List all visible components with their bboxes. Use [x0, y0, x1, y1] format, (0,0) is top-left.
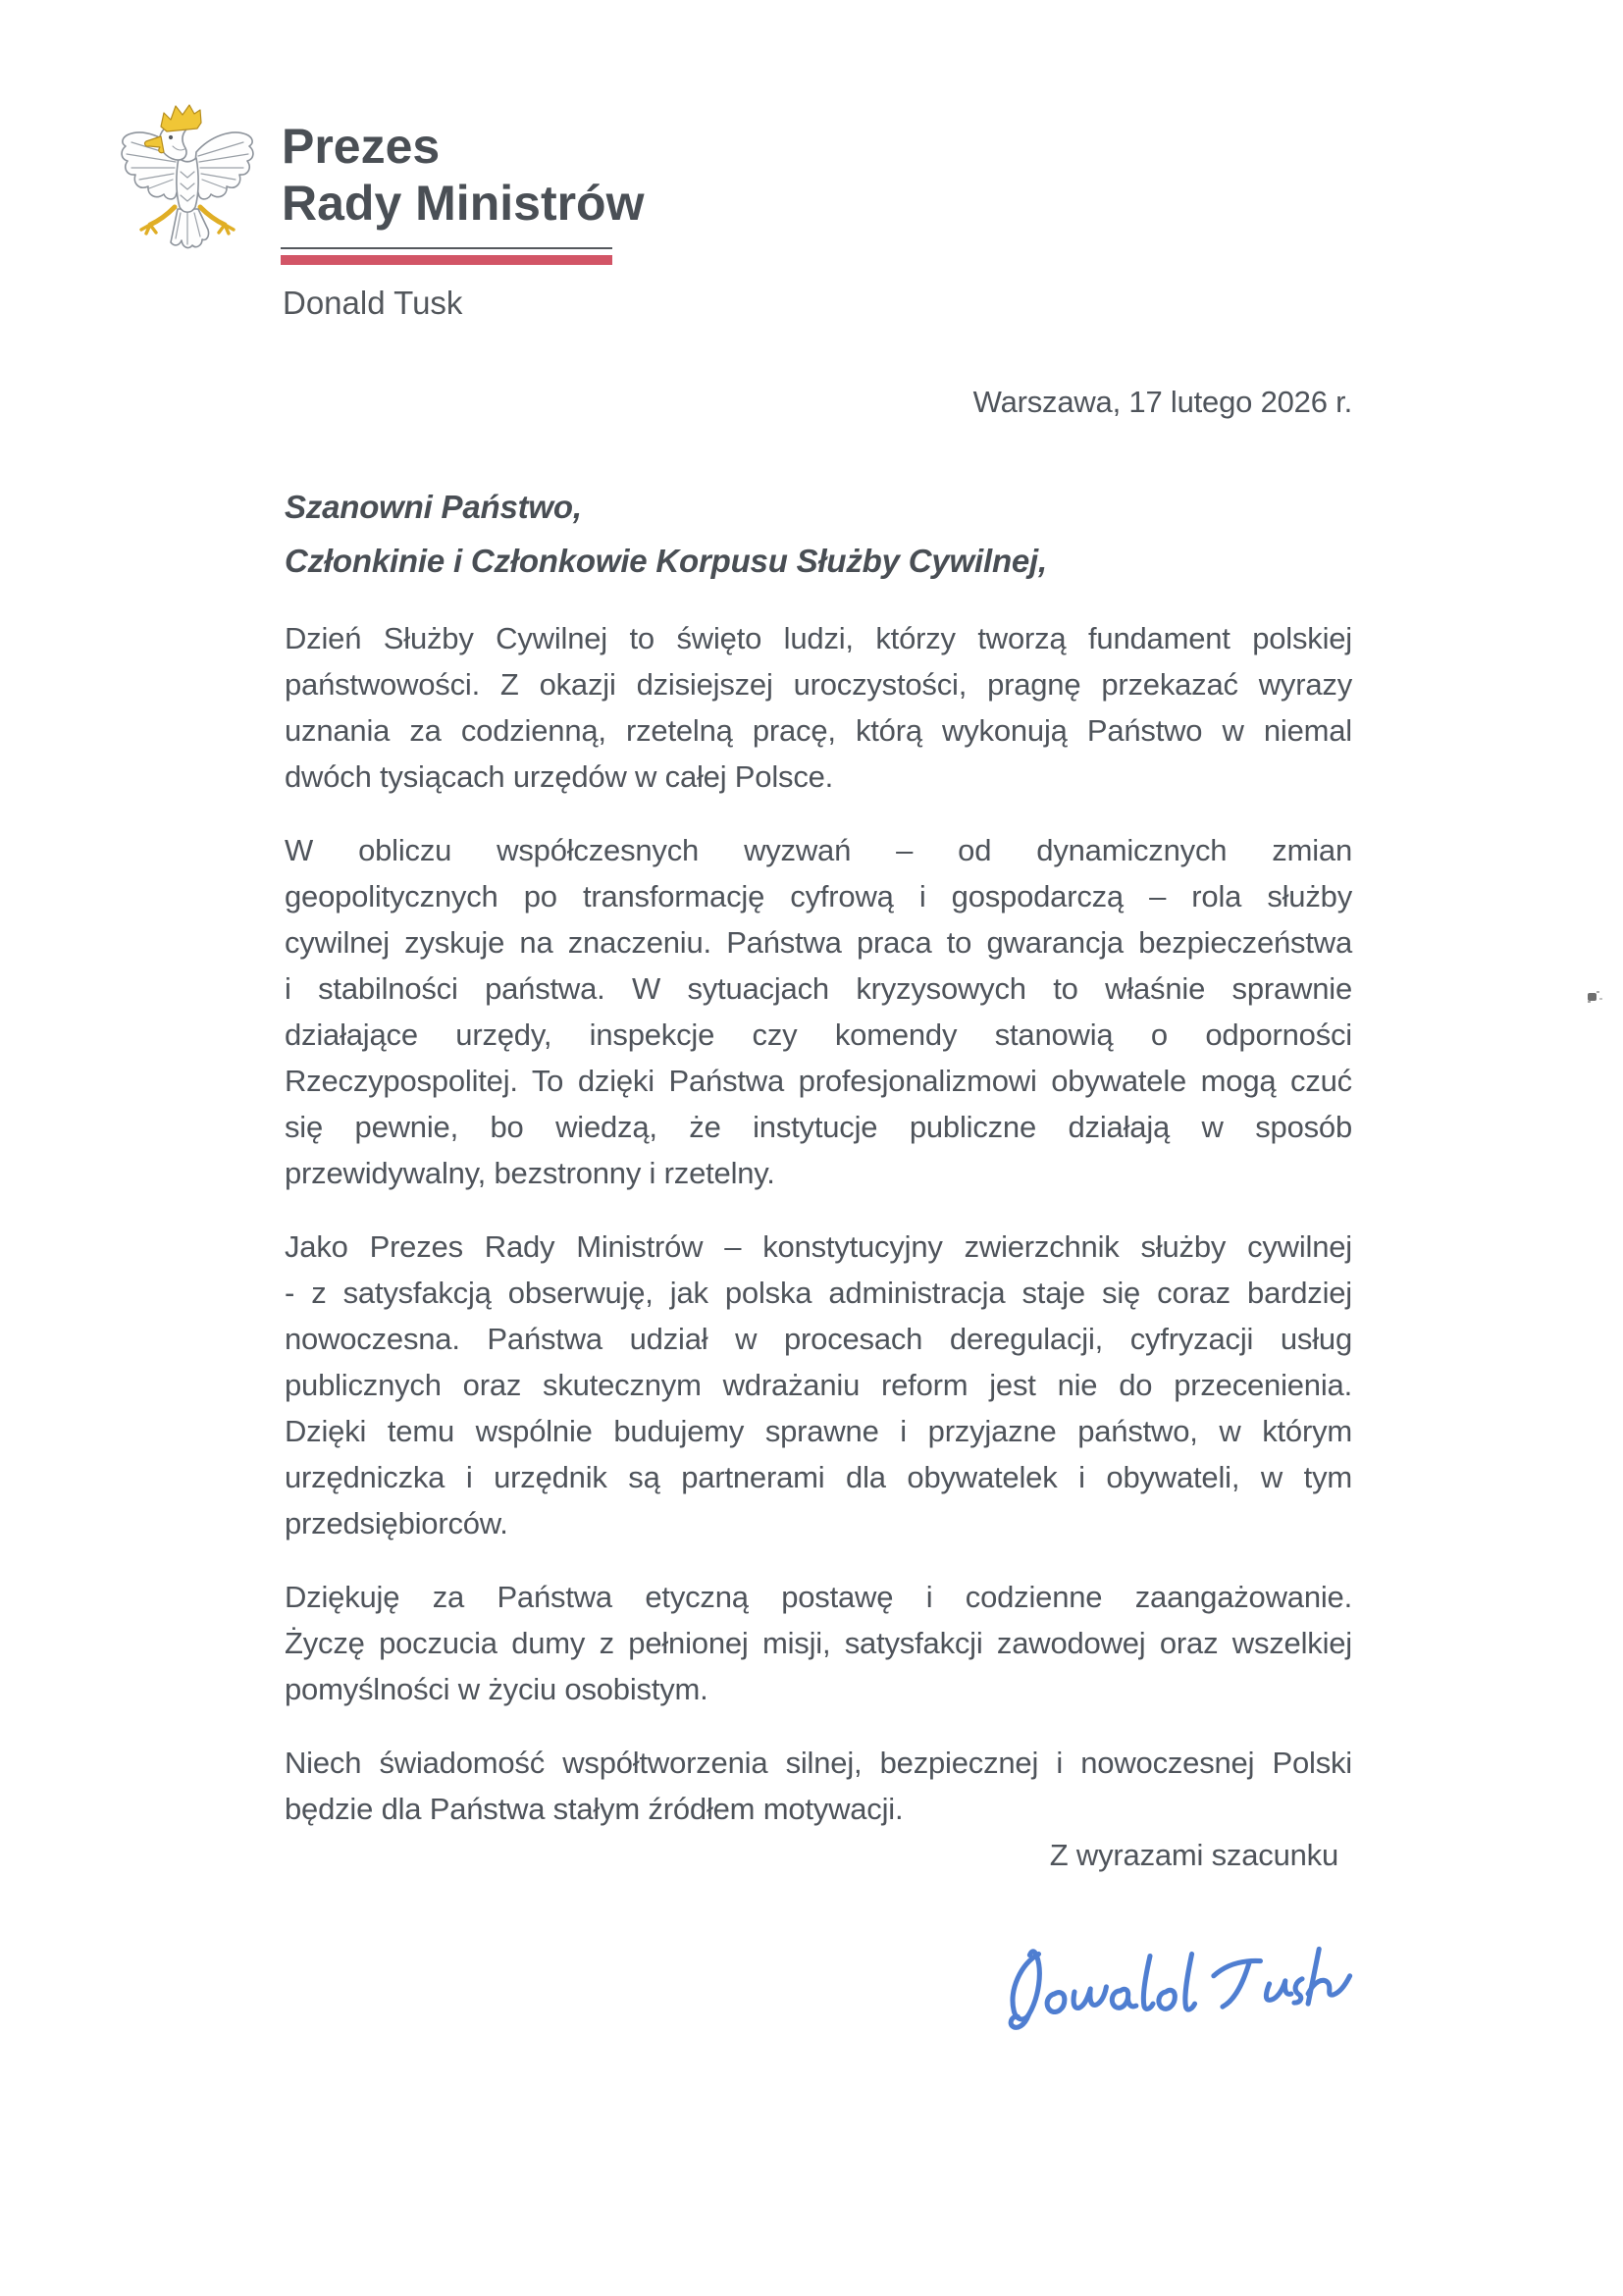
- letter-line: uznania za codzienną, rzetelną pracę, którą wykonują Państwo w niemal: [285, 713, 1352, 748]
- letter-line: Dziękuję za Państwa etyczną postawę i codzienne zaangażowanie.: [285, 1580, 1352, 1614]
- letter-body: [285, 379, 1352, 1878]
- salutation-line2: Członkinie i Członkowie Korpusu Służby Cywilnej,: [285, 543, 1047, 579]
- letter-line: - z satysfakcją obserwuję, jak polska administracja staje się coraz bardziej: [285, 1276, 1352, 1310]
- flag-bar-red-stripe: [281, 255, 612, 265]
- polish-eagle-emblem: [116, 102, 263, 271]
- letter-line: Życzę poczucia dumy z pełnionej misji, satysfakcji zawodowej oraz wszelkiej: [285, 1626, 1352, 1660]
- paragraphs: [285, 615, 1352, 1832]
- flag-bar-top-line: [281, 247, 612, 249]
- salutation-line1: Szanowni Państwo,: [285, 489, 582, 525]
- flag-bar: [281, 247, 612, 265]
- letter-line: państwowości. Z okazji dzisiejszej uroczystości, pragnę przekazać wyrazy: [285, 667, 1352, 702]
- paragraph: [285, 827, 1352, 1196]
- letter-line: przedsiębiorców.: [285, 1506, 508, 1540]
- letter-line: nowoczesna. Państwa udział w procesach deregulacji, cyfryzacji usług: [285, 1322, 1352, 1356]
- office-title: [282, 118, 644, 232]
- letter-line: W obliczu współczesnych wyzwań – od dynamicznych zmian: [285, 833, 1352, 867]
- letter-line: Jako Prezes Rady Ministrów – konstytucyjny zwierzchnik służby cywilnej: [285, 1229, 1352, 1264]
- closing-line: Z wyrazami szacunku: [1049, 1838, 1338, 1872]
- letter-line: będzie dla Państwa stałym źródłem motywacji.: [285, 1792, 904, 1826]
- official-name: Donald Tusk: [283, 285, 463, 321]
- letter-line: Dzień Służby Cywilnej to święto ludzi, którzy tworzą fundament polskiej: [285, 621, 1352, 655]
- letter-line: urzędniczka i urzędnik są partnerami dla obywatelek i obywateli, w tym: [285, 1460, 1352, 1494]
- letter-line: Niech świadomość współtworzenia silnej, bezpiecznej i nowoczesnej Polski: [285, 1746, 1352, 1780]
- letter-line: Dzięki temu wspólnie budujemy sprawne i przyjazne państwo, w którym: [285, 1414, 1352, 1448]
- paragraph: [285, 615, 1352, 800]
- letter-line: Rzeczypospolitej. To dzięki Państwa profesjonalizmowi obywatele mogą czuć: [285, 1064, 1352, 1098]
- paragraph: [285, 1574, 1352, 1712]
- letter-line: przewidywalny, bezstronny i rzetelny.: [285, 1156, 775, 1190]
- letter-line: się pewnie, bo wiedzą, że instytucje publiczne działają w sposób: [285, 1110, 1352, 1144]
- letter-line: dwóch tysiącach urzędów w całej Polsce.: [285, 759, 834, 794]
- place-date-line: Warszawa, 17 lutego 2026 r.: [972, 385, 1352, 419]
- letter-line: cywilnej zyskuje na znaczeniu. Państwa praca to gwarancja bezpieczeństwa: [285, 925, 1352, 960]
- scan-artifact-speck: [1588, 993, 1597, 1001]
- handwritten-signature: [999, 1933, 1377, 2055]
- paragraph: [285, 1740, 1352, 1832]
- salutation: [285, 480, 1352, 588]
- paragraph: [285, 1224, 1352, 1546]
- letter-line: pomyślności w życiu osobistym.: [285, 1672, 708, 1706]
- letter-line: i stabilności państwa. W sytuacjach kryzysowych to właśnie sprawnie: [285, 971, 1352, 1006]
- office-title-line2: Rady Ministrów: [282, 176, 645, 231]
- letter-line: geopolitycznych po transformację cyfrową i gospodarczą – rola służby: [285, 879, 1352, 913]
- letter-line: działające urzędy, inspekcje czy komendy stanowią o odporności: [285, 1018, 1352, 1052]
- letter-line: publicznych oraz skutecznym wdrażaniu reform jest nie do przecenienia.: [285, 1368, 1352, 1402]
- office-title-line1: Prezes: [282, 119, 441, 174]
